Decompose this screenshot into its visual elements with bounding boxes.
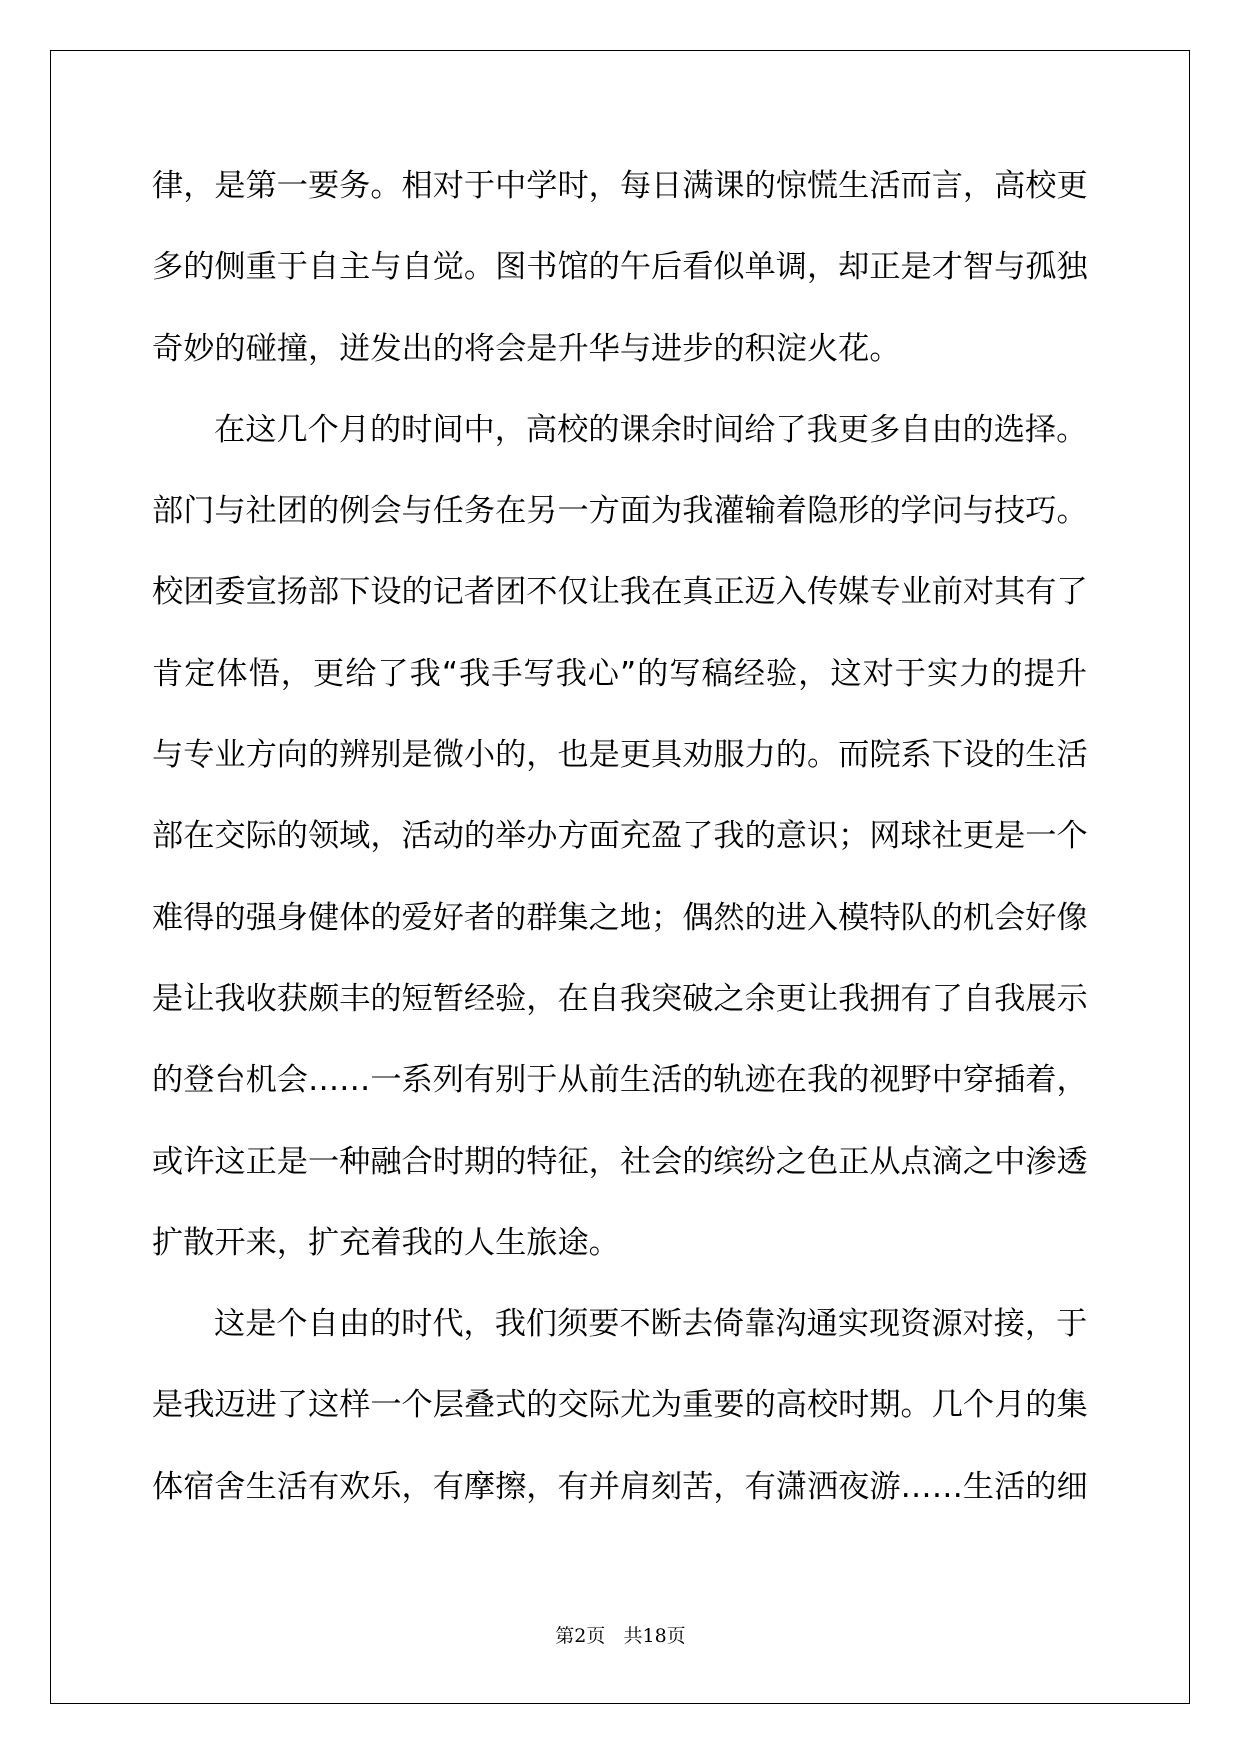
text-line: 是我迈进了这样一个层叠式的交际尤为重要的高校时期。几个月的集 — [152, 1387, 1088, 1424]
text-line: 校团委宣扬部下设的记者团不仅让我在真正迈入传媒专业前对其有了 — [152, 574, 1088, 611]
paragraph-first-line: 这是个自由的时代，我们须要不断去倚靠沟通实现资源对接，于 — [214, 1306, 1088, 1343]
text-line: 难得的强身健体的爱好者的群集之地；偶然的进入模特队的机会好像 — [152, 899, 1088, 936]
text-line: 扩散开来，扩充着我的人生旅途。 — [152, 1224, 620, 1261]
text-line: 与专业方向的辨别是微小的，也是更具劝服力的。而院系下设的生活 — [152, 737, 1088, 774]
page-number-footer: 第2页 共18页 — [555, 1625, 686, 1647]
text-line: 或许这正是一种融合时期的特征，社会的缤纷之色正从点滴之中渗透 — [152, 1143, 1088, 1180]
text-line: 的登台机会……一系列有别于从前生活的轨迹在我的视野中穿插着， — [152, 1062, 1088, 1099]
text-line: 律，是第一要务。相对于中学时，每日满课的惊慌生活而言，高校更 — [152, 168, 1088, 204]
text-line: 肯定体悟，更给了我“我手写我心”的写稿经验，这对于实力的提升 — [152, 655, 1087, 692]
body-text — [152, 155, 1087, 1537]
text-line: 奇妙的碰撞，迸发出的将会是升华与进步的积淀火花。 — [152, 330, 901, 367]
text-line: 是让我收获颇丰的短暂经验，在自我突破之余更让我拥有了自我展示 — [152, 980, 1088, 1017]
text-line: 多的侧重于自主与自觉。图书馆的午后看似单调，却正是才智与孤独 — [152, 249, 1088, 286]
text-line: 部门与社团的例会与任务在另一方面为我灌输着隐形的学问与技巧。 — [152, 493, 1088, 530]
text-line: 部在交际的领域，活动的举办方面充盈了我的意识；网球社更是一个 — [152, 818, 1088, 855]
text-line: 体宿舍生活有欢乐，有摩擦，有并肩刻苦，有潇洒夜游……生活的细 — [152, 1468, 1088, 1505]
paragraph-first-line: 在这几个月的时间中，高校的课余时间给了我更多自由的选择。 — [214, 411, 1088, 448]
